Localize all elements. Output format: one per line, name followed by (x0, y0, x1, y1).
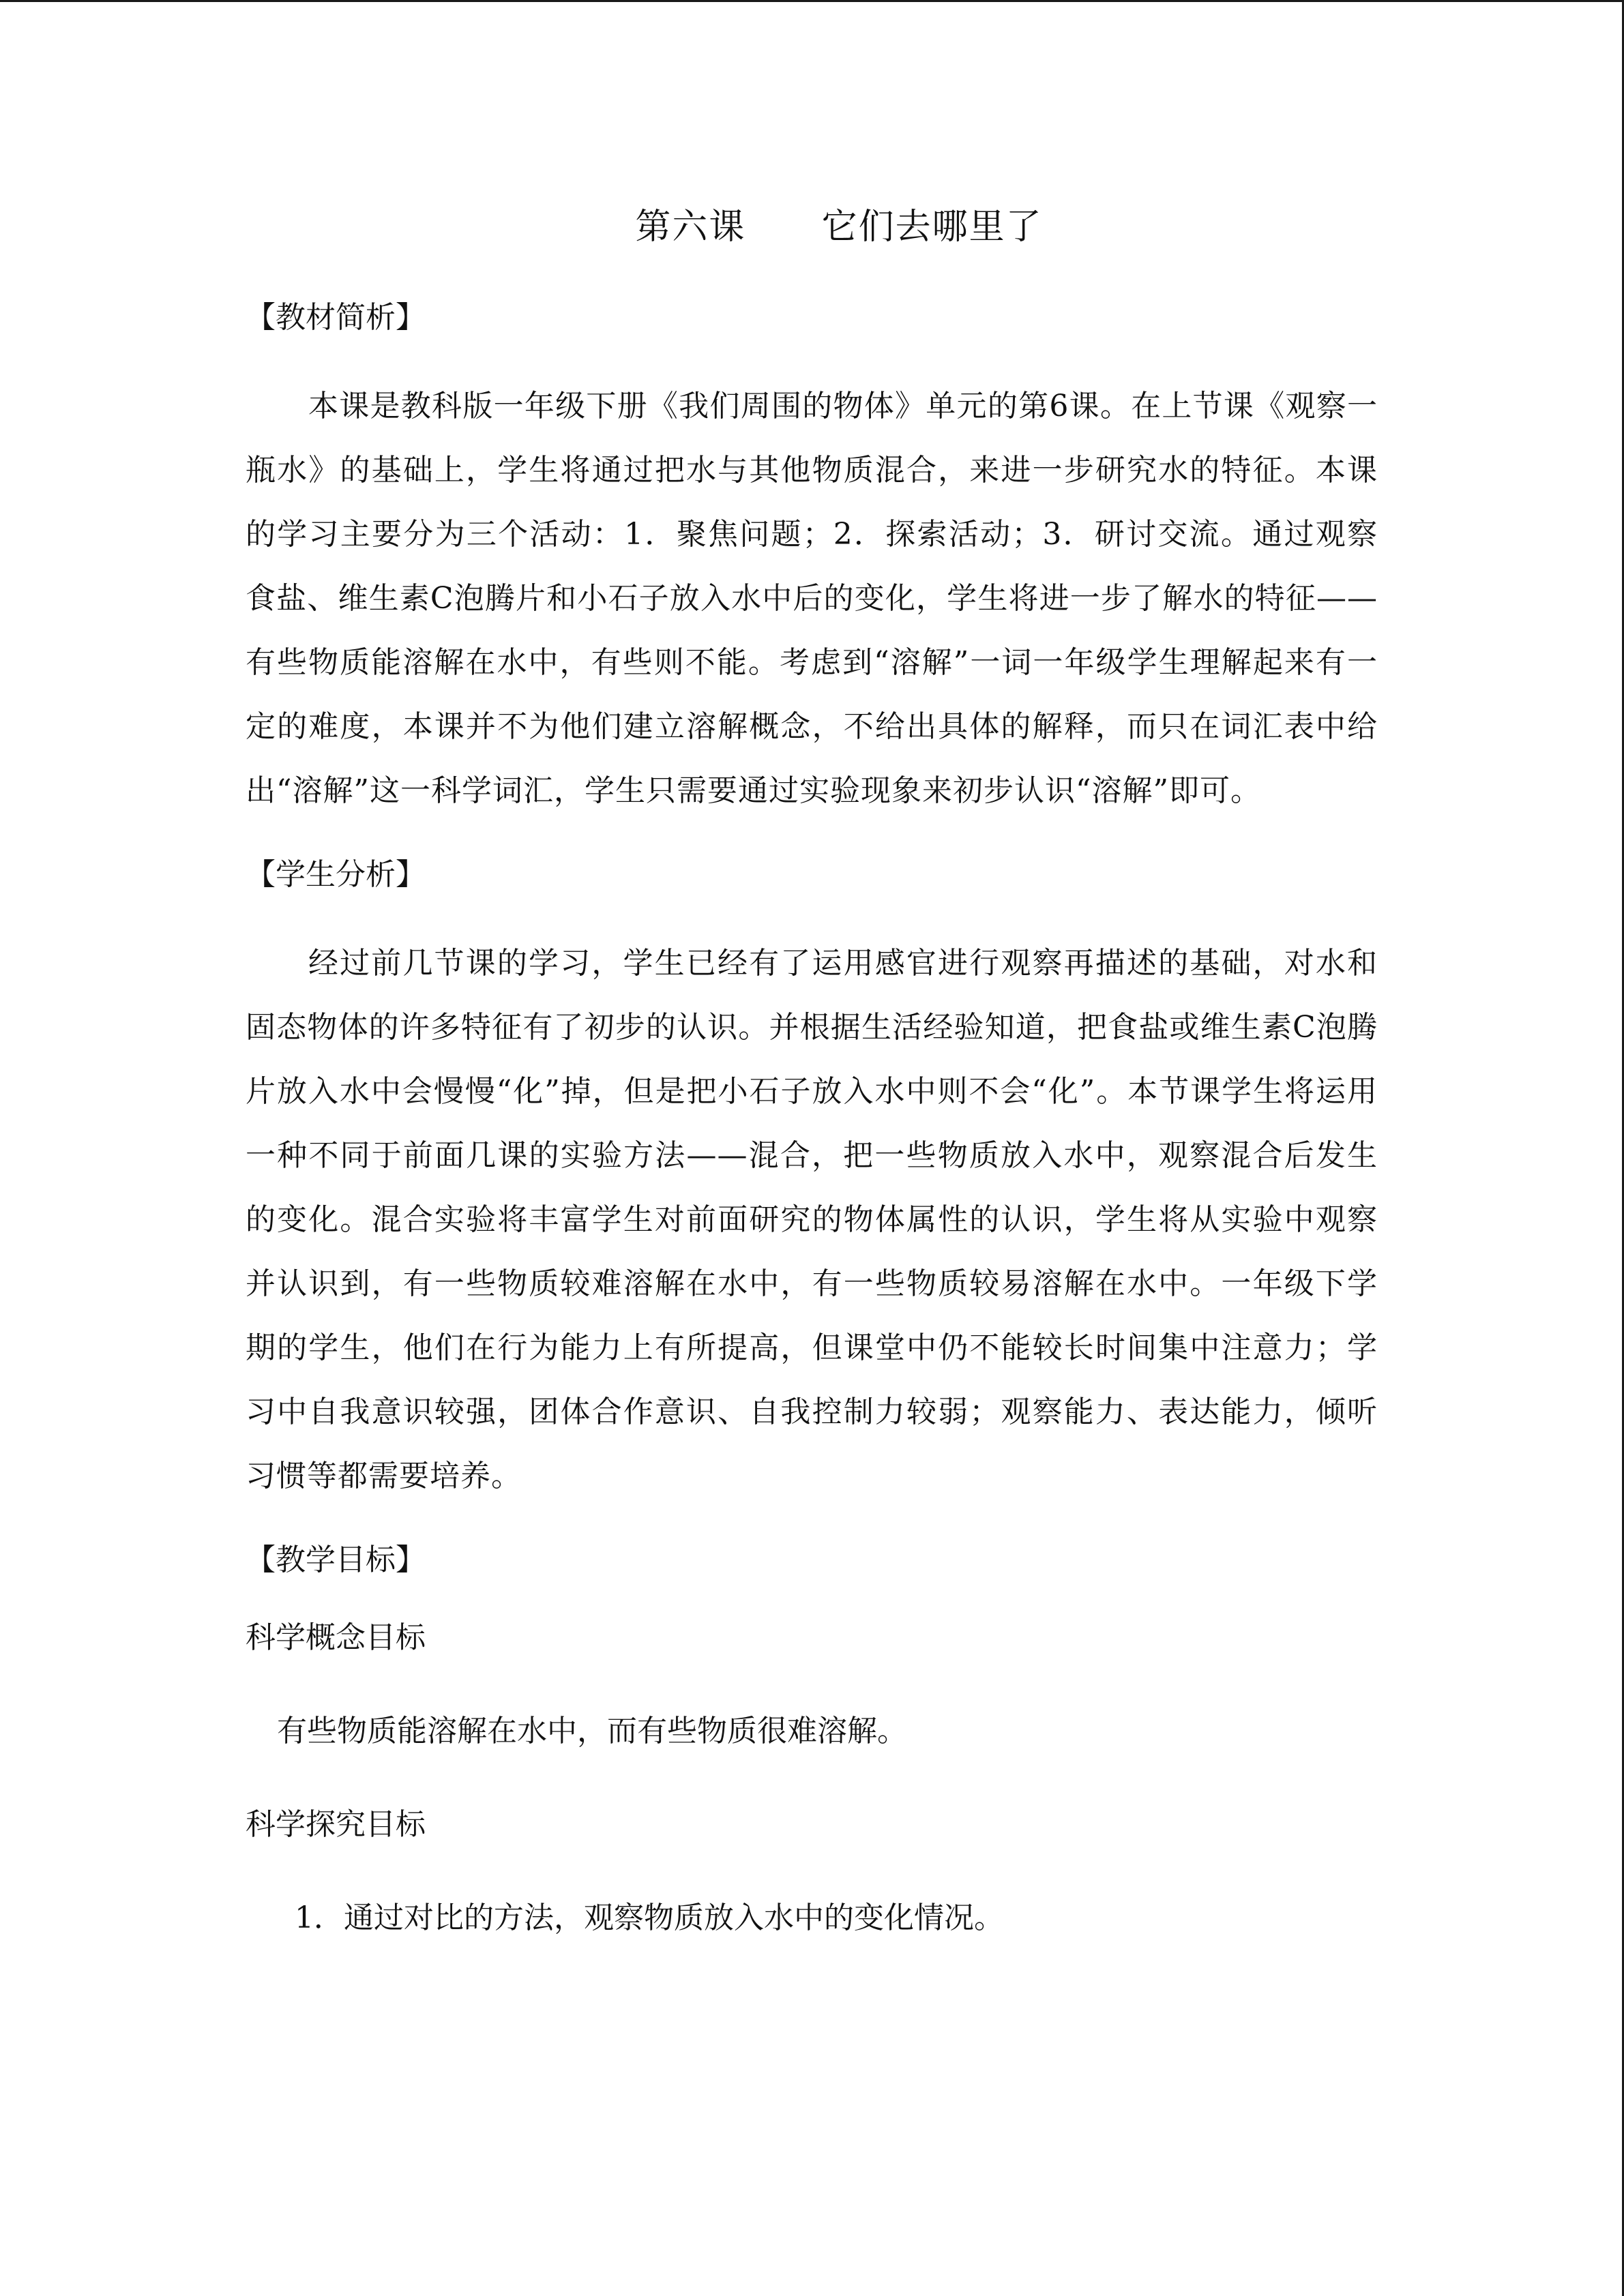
student-analysis-paragraph: 经过前几节课的学习，学生已经有了运用感官进行观察再描述的基础，对水和固态物体的许多特征有了初步的认识。并根据生活经验知道，把食盐或维生素C泡腾片放入水中会慢慢“化”掉，但是把小石子放入水中则不会“化”。本节课学生将运用一种不同于前面几课的实验方法——混合，把一些物质放入水中，观察混合后发生的变化。混合实验将丰富学生对前面研究的物体属性的认识，学生将从实验中观察并认识到，有一些物质较难溶解在水中，有一些物质较易溶解在水中。一年级下学期的学生，他们在行为能力上有所提高，但课堂中仍不能较长时间集中注意力；学习中自我意识较强，团体合作意识、自我控制力较弱；观察能力、表达能力，倾听习惯等都需要培养。 (246, 946, 1378, 1493)
concept-goal-heading: 科学概念目标 (246, 1620, 426, 1655)
inquiry-goal-item: 1．通过对比的方法，观察物质放入水中的变化情况。 (295, 1900, 1004, 1935)
inquiry-goal-heading: 科学探究目标 (246, 1807, 426, 1842)
page-top-border (0, 0, 1624, 2)
section-heading-textbook-analysis: 【教材简析】 (246, 300, 426, 335)
document-page (246, 198, 1378, 1939)
textbook-analysis-paragraph: 本课是教科版一年级下册《我们周围的物体》单元的第6课。在上节课《观察一瓶水》的基础上，学生将通过把水与其他物质混合，来进一步研究水的特征。本课的学习主要分为三个活动：1．聚焦问题；2．探索活动；3．研讨交流。通过观察食盐、维生素C泡腾片和小石子放入水中后的变化，学生将进一步了解水的特征——有些物质能溶解在水中，有些则不能。考虑到“溶解”一词一年级学生理解起来有一定的难度，本课并不为他们建立溶解概念，不给出具体的解释，而只在词汇表中给出“溶解”这一科学词汇，学生只需要通过实验现象来初步认识“溶解”即可。 (246, 389, 1378, 808)
section-heading-teaching-goals: 【教学目标】 (246, 1542, 426, 1577)
lesson-title: 第六课 它们去哪里了 (635, 207, 1043, 248)
concept-goal-text: 有些物质能溶解在水中，而有些物质很难溶解。 (277, 1714, 907, 1748)
section-heading-student-analysis: 【学生分析】 (246, 857, 426, 892)
